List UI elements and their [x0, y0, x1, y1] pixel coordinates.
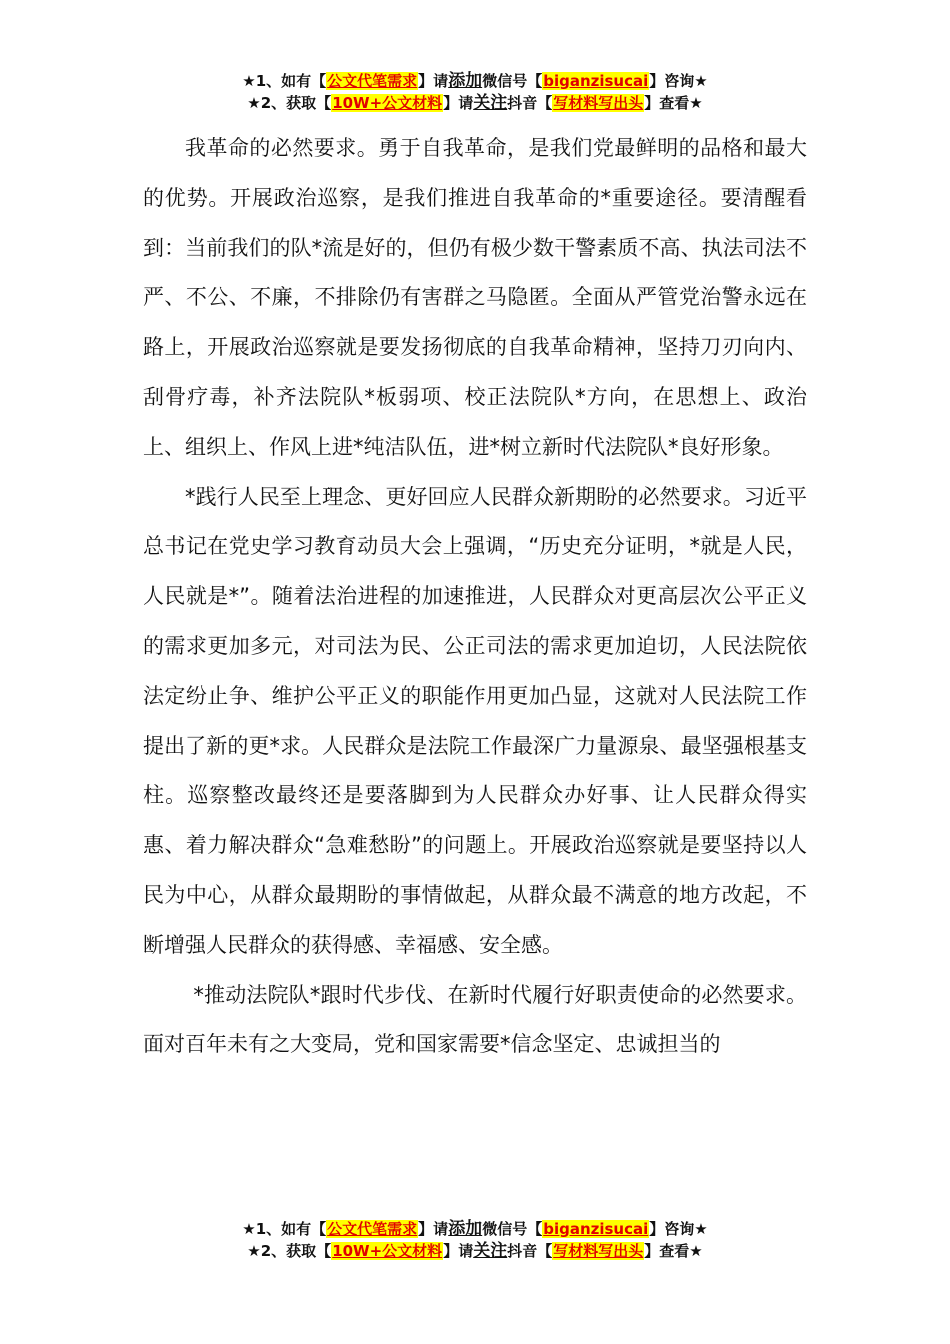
banner-emphasis: 添加 — [448, 71, 483, 91]
banner-text: ★1、如有【 — [242, 72, 327, 90]
banner-highlight: 10W+公文材料 — [332, 1242, 443, 1260]
body-paragraph: 我革命的必然要求。勇于自我革命，是我们党最鲜明的品格和最大的优势。开展政治巡察，是我们推进自我革命的*重要途径。要清醒看到：当前我们的队*流是好的，但仍有极少数干警素质不高、执法司法不严、不公、不廉，不排除仍有害群之马隐匿。全面从严管党治警永远在路上，开展政治巡察就是要发扬彻底的自我革命精神，坚持刀刃向内、刮骨疗毒，补齐法院队*板弱项、校正法院队*方向，在思想上、政治上、组织上、作风上进*纯洁队伍，进*树立新时代法院队*良好形象。 — [143, 136, 807, 459]
banner-emphasis: 关注 — [473, 1241, 508, 1261]
banner-text: 】查看★ — [644, 94, 703, 112]
banner-text: 微信号【 — [482, 1220, 543, 1238]
banner-text: 】查看★ — [644, 1242, 703, 1260]
banner-highlight: biganzisucai — [543, 1220, 649, 1238]
body-paragraph: *践行人民至上理念、更好回应人民群众新期盼的必然要求。习近平总书记在党史学习教育动员大会上强调，“历史充分证明，*就是人民，人民就是*”。随着法治进程的加速推进，人民群众对更高层次公平正义的需求更加多元，对司法为民、公正司法的需求更加迫切，人民法院依法定纷止争、维护公平正义的职能作用更加凸显，这就对人民法院工作提出了新的更*求。人民群众是法院工作最深广力量源泉、最坚强根基支柱。巡察整改最终还是要落脚到为人民群众办好事、让人民群众得实惠、着力解决群众“急难愁盼”的问题上。开展政治巡察就是要坚持以人民为中心，从群众最期盼的事情做起，从群众最不满意的地方改起，不断增强人民群众的获得感、幸福感、安全感。 — [143, 484, 807, 957]
banner-highlight: 写材料写出头 — [553, 94, 644, 112]
header-banner — [0, 70, 950, 114]
banner-text: 抖音【 — [507, 94, 553, 112]
banner-line-2 — [0, 92, 950, 114]
banner-text: 微信号【 — [482, 72, 543, 90]
banner-highlight: 公文代笔需求 — [327, 72, 418, 90]
banner-text: ★1、如有【 — [242, 1220, 327, 1238]
banner-text: 】请 — [418, 1220, 449, 1238]
banner-text: 】请 — [443, 94, 474, 112]
banner-text: ★2、获取【 — [247, 94, 332, 112]
banner-text: ★2、获取【 — [247, 1242, 332, 1260]
banner-line-2 — [0, 1240, 950, 1262]
banner-text: 】请 — [418, 72, 449, 90]
document-body — [143, 124, 807, 1070]
banner-text: 抖音【 — [507, 1242, 553, 1260]
banner-highlight: 写材料写出头 — [553, 1242, 644, 1260]
banner-text: 】咨询★ — [649, 1220, 708, 1238]
banner-highlight: biganzisucai — [543, 72, 649, 90]
banner-emphasis: 添加 — [448, 1219, 483, 1239]
footer-banner — [0, 1218, 950, 1262]
banner-text: 】请 — [443, 1242, 474, 1260]
banner-line-1 — [0, 1218, 950, 1240]
banner-emphasis: 关注 — [473, 93, 508, 113]
banner-text: 】咨询★ — [649, 72, 708, 90]
banner-line-1 — [0, 70, 950, 92]
banner-highlight: 公文代笔需求 — [327, 1220, 418, 1238]
body-paragraph: *推动法院队*跟时代步伐、在新时代履行好职责使命的必然要求。面对百年未有之大变局，党和国家需要*信念坚定、忠诚担当的 — [143, 982, 807, 1057]
banner-highlight: 10W+公文材料 — [332, 94, 443, 112]
